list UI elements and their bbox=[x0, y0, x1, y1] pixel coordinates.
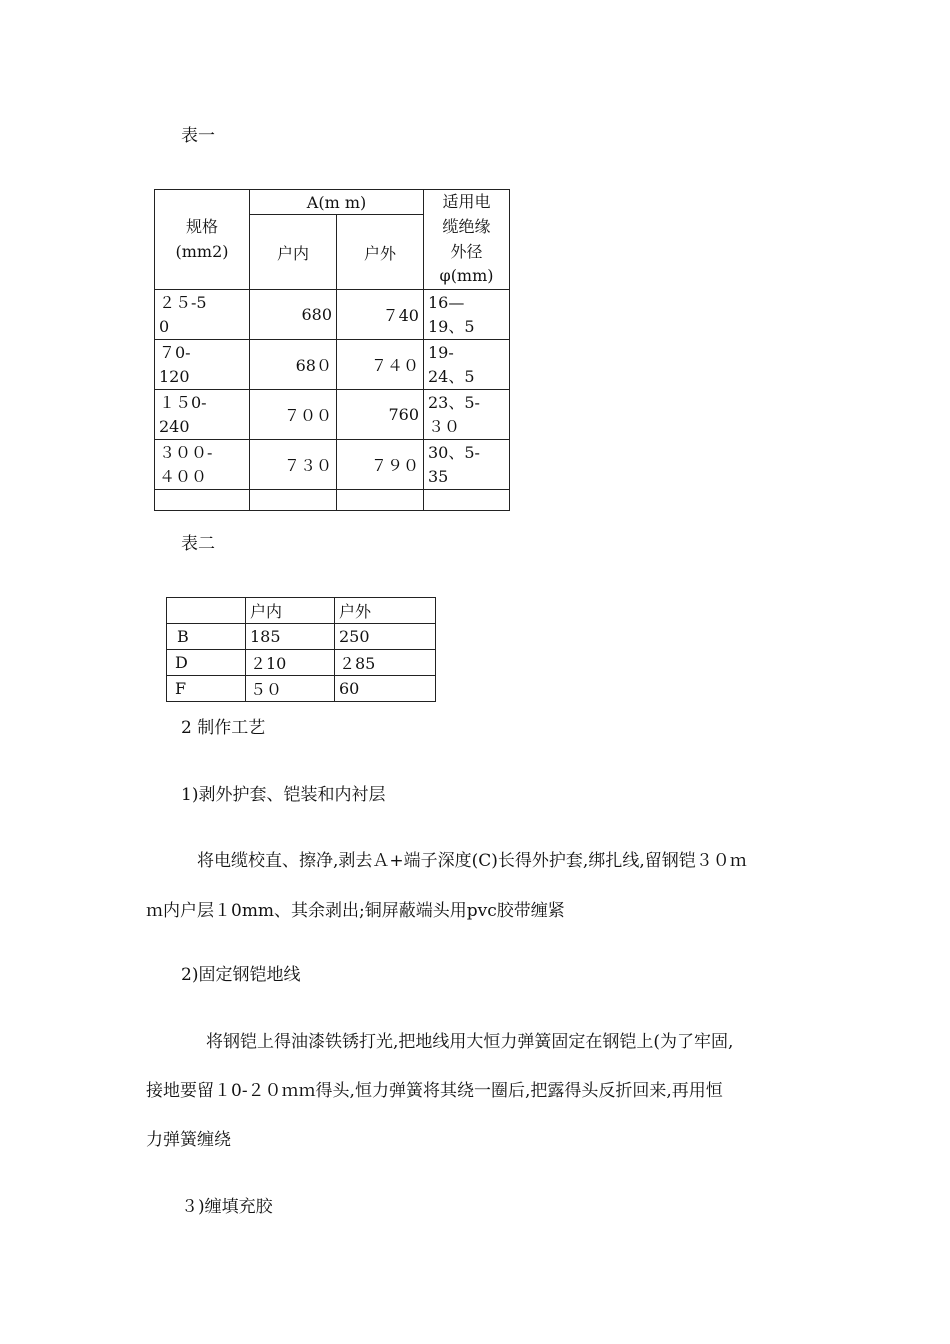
step2-line-3: 力弹簧缠绕 bbox=[146, 1130, 231, 1150]
step1-title: 1)剥外护套、铠装和内衬层 bbox=[181, 785, 386, 805]
cell-indoor: 680 bbox=[250, 290, 337, 340]
cell-outdoor: ７９０ bbox=[337, 440, 424, 490]
table-2 bbox=[166, 597, 436, 702]
header-outdoor: 户外 bbox=[337, 215, 424, 290]
step1-line-1: 将电缆校直、擦净,剥去Ａ+端子深度(C)长得外护套,绑扎线,留钢铠３０ｍ bbox=[197, 851, 747, 871]
table-row-empty bbox=[155, 490, 510, 511]
cell-spec: ７0- 120 bbox=[155, 340, 250, 390]
table1-caption: 表一 bbox=[181, 126, 215, 146]
cell-spec: １５0- 240 bbox=[155, 390, 250, 440]
table-row: D ２10 ２85 bbox=[167, 650, 436, 676]
header-a: A(m m) bbox=[250, 190, 424, 215]
table-header-row bbox=[167, 598, 436, 624]
table-1 bbox=[154, 189, 510, 511]
table-row bbox=[155, 440, 510, 490]
cell-spec: ３００- ４００ bbox=[155, 440, 250, 490]
cell-diameter: 16— 19、5 bbox=[424, 290, 510, 340]
table2-caption: 表二 bbox=[181, 534, 215, 554]
cell-outdoor: ７40 bbox=[337, 290, 424, 340]
cell-outdoor: ７４０ bbox=[337, 340, 424, 390]
header-diameter: 适用电 缆绝缘 外径 φ(mm) bbox=[424, 190, 510, 290]
table-row bbox=[155, 290, 510, 340]
cell-indoor: 68０ bbox=[250, 340, 337, 390]
cell-diameter: 30、5- 35 bbox=[424, 440, 510, 490]
header-outdoor: 户外 bbox=[335, 598, 436, 624]
cell-indoor: ７００ bbox=[250, 390, 337, 440]
table-row: B 185 250 bbox=[167, 624, 436, 650]
cell-diameter: 19- 24、5 bbox=[424, 340, 510, 390]
section-title: 2 制作工艺 bbox=[181, 718, 266, 738]
cell-spec: ２５-5 0 bbox=[155, 290, 250, 340]
table-row bbox=[155, 340, 510, 390]
step2-title: 2)固定钢铠地线 bbox=[181, 965, 301, 985]
step2-line-1: 将钢铠上得油漆铁锈打光,把地线用大恒力弹簧固定在钢铠上(为了牢固, bbox=[206, 1032, 734, 1052]
table-row: F ５０ 60 bbox=[167, 676, 436, 702]
table-row bbox=[155, 390, 510, 440]
header-spec: 规格 (mm2) bbox=[155, 190, 250, 290]
cell-indoor: ７３０ bbox=[250, 440, 337, 490]
cell-outdoor: 760 bbox=[337, 390, 424, 440]
cell-diameter: 23、5- ３０ bbox=[424, 390, 510, 440]
step3-title: ３)缠填充胶 bbox=[181, 1197, 273, 1217]
step2-line-2: 接地要留１0-２０ｍｍ得头,恒力弹簧将其绕一圈后,把露得头反折回来,再用恒 bbox=[146, 1081, 723, 1101]
step1-line-2: ｍ内户层１0mm、其余剥出;铜屏蔽端头用pvc胶带缠紧 bbox=[146, 901, 565, 921]
header-indoor: 户内 bbox=[250, 215, 337, 290]
header-indoor: 户内 bbox=[246, 598, 335, 624]
